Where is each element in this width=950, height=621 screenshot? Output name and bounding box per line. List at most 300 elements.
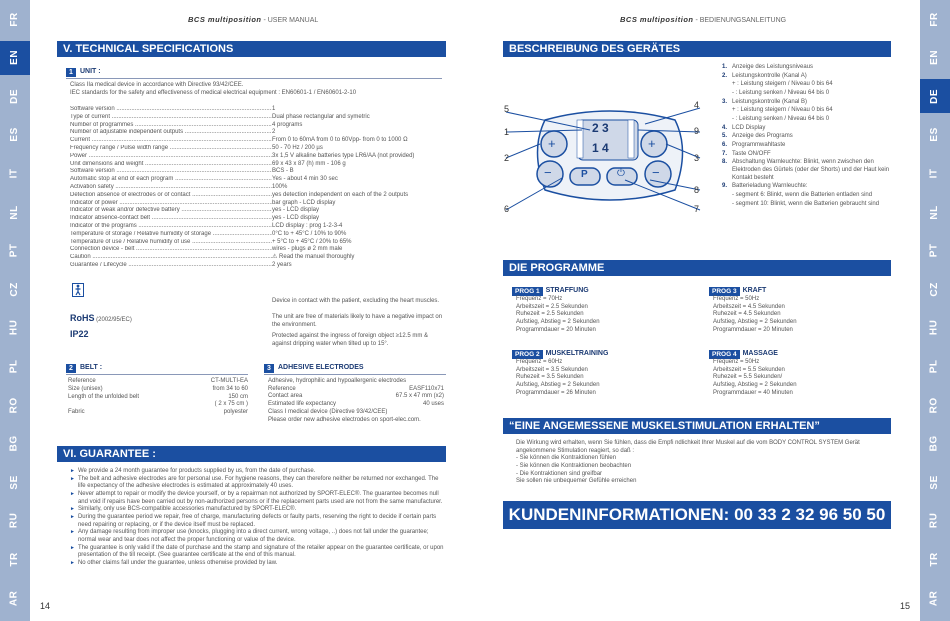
spec-value: 2 [272,129,276,136]
language-tab-label: PT [928,243,940,258]
electrodes-value: EASF110x71 [409,385,444,392]
guarantee-text: No other claims fall under the guarantee, unless otherwise provided by law. [77,560,278,567]
electrodes-line-1: Adhesive, hydrophilic and hypoallergenic electrodes [268,378,407,384]
language-tab-label: SE [8,475,20,490]
symbol-desc-ip: Protected against the ingress of foreign object ≥12.5 mm & against dripping water when tilted up to 15°. [272,333,429,347]
callout-7: 7 [694,204,700,214]
bullet-icon: ► [70,514,75,521]
bullet-icon: ► [70,506,75,513]
belt-row [68,401,248,409]
guarantee-text: The guarantee is only valid if the date of purchase and the stamp and signature of the retailer appear on the guarantee certificate, or upon presentation of the till receipt. (See guarantee certificate at the end of this manual. [77,544,444,559]
program-block [709,350,889,397]
belt-value: ( 2 x 75 cm ) [214,401,248,408]
belt-row [68,409,248,417]
belt-label: Size (unisex) [68,385,103,392]
belt-label: Length of the unfolded belt [68,393,140,400]
guarantee-item [70,514,446,529]
language-tab-fr[interactable] [0,2,30,36]
program-button[interactable]: P [581,169,588,180]
spec-value: wires - plugs ø 2 mm male [272,246,343,253]
belt-row [68,386,248,394]
spec-label: Number of programmes ..... [70,122,272,130]
device-part-subline: - : Leistung senken / Niveau 64 bis 0 [732,90,830,97]
programs-heading: DIE PROGRAMME [503,260,891,276]
spec-value: yes - LCD display [272,207,320,214]
device-part-subline: - segment 6: Blinkt, wenn die Batterien entladen sind [732,192,873,199]
belt-value: CT-MULTI-EA [210,378,248,384]
program-header [512,350,692,359]
language-tab-label: BG [928,435,940,452]
device-parts-list [722,64,890,209]
language-tab-ar[interactable] [0,581,30,615]
program-tag: PROG 3 [709,287,740,296]
electrodes-subheading [264,364,364,373]
guarantee-item [70,529,446,544]
program-parameter: Programmdauer = 20 Minuten [713,326,793,333]
device-part-item [722,99,890,124]
program-parameter: Ruhezeit = 3.5 Sekunden [516,374,584,381]
spec-row [70,200,446,208]
electrodes-row [268,386,444,394]
electrodes-value: 40 uses [422,401,444,408]
guarantee-text: We provide a 24 month guarantee for products supplied by us, from the date of purchase. [77,468,316,474]
device-part-head [722,99,890,107]
device-part-number: 4. [722,124,728,131]
language-tab-label: PT [8,243,20,258]
belt-spec-list [68,378,248,417]
electrodes-number: 3 [264,364,274,373]
guarantee-text: Any damage resulting from improper use (knocks, plugging into a direct current, wrong voltage, ..) does not fall under the guarantee; normal wear and tear does not affect the proper functioning or value of the device. [77,529,429,544]
spec-row [70,168,446,176]
belt-value: from 34 to 60 [212,385,248,392]
stimulation-line: Sie sollen nie unbequemer Gefühle erreichen [516,478,637,485]
language-tab-it[interactable] [0,156,30,190]
patient-contact-icon [72,283,84,297]
device-part-head [722,125,890,133]
language-tab-hu[interactable] [0,311,30,345]
program-parameter: Aufstieg, Abstieg = 2 Sekunden [516,382,600,389]
spec-row [70,106,446,114]
language-tab-en[interactable] [0,41,30,75]
program-header [709,287,889,296]
language-tab-se[interactable] [0,465,30,499]
language-tab-label: ES [8,127,20,142]
spec-row [70,153,446,161]
belt-label: Reference [68,378,96,384]
device-part-number: 8. [722,159,728,166]
device-part-text: LCD Display [732,124,766,131]
device-part-text: Programmwahltaste [732,142,786,149]
device-part-head [722,159,890,182]
device-part-item [722,151,890,159]
program-parameter: Aufstieg, Abstieg = 2 Sekunden [516,319,600,326]
plus-button-b[interactable]: + [648,136,656,151]
spec-label: Software version ..... [70,168,272,176]
program-header [512,287,692,296]
page-number-right: 15 [900,601,911,611]
device-part-text: Abschaltung Warnleuchte: Blinkt, wenn zwischen den Elektroden des Gürtels (oder der Shorts) und der Haut kein Kontakt besteht [732,159,890,181]
language-tab-nl[interactable] [920,195,950,229]
language-tab-cz[interactable] [0,272,30,306]
electrodes-spec-list [268,386,444,409]
language-tab-bg[interactable] [0,427,30,461]
spec-value: 69 x 43 x 87 (h) mm - 106 g [272,160,346,167]
rohs-mark [70,313,132,325]
device-part-head [722,133,890,141]
symbol-descriptions [272,298,446,348]
language-tab-label: EN [8,50,20,66]
plus-button-a[interactable]: + [548,136,556,151]
guarantee-text: The belt and adhesive electrodes are for personal use. For hygiene reasons, they can therefore neither be returned nor exchanged. The life expectancy of the adhesive electrodes is estimated at approximately 40 uses. [77,475,439,490]
manual-label: - USER MANUAL [261,17,319,24]
spec-value: ⚠ Read the manuel thoroughly [272,254,355,261]
electrodes-label: Contact area [268,393,303,400]
language-tab-cz[interactable] [920,272,950,306]
electrodes-value: 67.5 x 47 mm (x2) [395,393,444,400]
language-tab-label: CZ [8,282,20,297]
electrodes-row [268,401,444,409]
language-tab-label: CZ [928,282,940,297]
running-header-left [188,15,318,26]
program-tag: PROG 1 [512,287,543,296]
program-block [512,287,692,334]
callout-1: 1 [504,127,510,137]
language-tab-tr[interactable] [920,542,950,576]
callout-5: 5 [504,104,510,114]
device-part-text: Anzeige des Leistungsniveaus [732,64,814,70]
callout-8: 8 [694,185,700,195]
program-parameter: Arbeitszeit = 2.5 Sekunden [516,303,588,310]
spec-row [70,223,446,231]
stimulation-line: - Die Kontraktionen sind greifbar [516,470,603,477]
language-tab-fr[interactable] [920,2,950,36]
device-part-item [722,125,890,133]
language-tab-hu[interactable] [920,311,950,345]
spec-value: 2 years [272,261,292,268]
belt-label: Fabric [68,409,85,416]
language-tab-se[interactable] [920,465,950,499]
electrodes-row [268,393,444,401]
spec-label: Temperature of storage / Relative humidity of storage ..... [70,231,272,239]
program-parameter: Aufstieg, Abstieg = 2 Sekunden [713,382,797,389]
spec-row [70,246,446,254]
spec-label: Temperature of use / Relative humidity of use ..... [70,239,272,247]
spec-label: Caution ..... [70,254,272,262]
device-part-subline: + : Leistung steigern / Niveau 0 bis 64 [732,81,833,88]
program-block [512,350,692,397]
language-tab-tr[interactable] [0,542,30,576]
spec-value: bar graph - LCD display [272,199,336,206]
stimulation-line: - Sie können die Kontraktionen beobachten [516,463,632,470]
device-part-number: 7. [722,150,728,157]
minus-button-a[interactable]: − [544,165,552,180]
spec-value: Dual phase rectangular and symetric [272,113,370,120]
program-parameter: Arbeitszeit = 5.5 Sekunden [713,366,785,373]
spec-label: Current ..... [70,137,272,145]
language-tab-label: NL [8,204,20,220]
minus-button-b[interactable]: − [652,165,660,180]
electrodes-spec [268,378,444,424]
device-part-item [722,142,890,150]
belt-row [68,378,248,386]
device-part-text: Taste ON/OFF [732,150,771,157]
language-tab-ro[interactable] [920,388,950,422]
tech-spec-heading: V. TECHNICAL SPECIFICATIONS [57,41,446,57]
program-parameter: Ruhezeit = 4.5 Sekunden [713,311,781,318]
symbol-column [70,283,270,343]
program-tag: PROG 4 [709,350,740,359]
spec-row [70,161,446,169]
spec-row [70,122,446,130]
spec-label: Indicator of weak and/or defective battery ..... [70,207,272,215]
belt-title: BELT : [80,364,103,372]
spec-label: Software version ..... [70,106,272,114]
language-tab-ru[interactable] [920,504,950,538]
device-part-number: 1. [722,64,728,70]
language-tab-label: FR [928,11,940,27]
device-part-number: 2. [722,72,728,79]
program-parameter: Frequenz = 50Hz [713,359,760,365]
divider [66,78,442,79]
program-block [709,287,889,334]
device-part-head [722,151,890,159]
language-tab-label: HU [8,320,20,336]
language-tab-es[interactable] [920,118,950,152]
spec-label: Indicator absence-contact belt ..... [70,215,272,223]
electrodes-title: ADHESIVE ELECTRODES [278,364,364,372]
language-tab-label: RO [928,396,940,413]
language-tab-it[interactable] [920,156,950,190]
language-tab-ar[interactable] [920,581,950,615]
belt-value: polyester [223,409,248,416]
callout-6: 6 [504,204,510,214]
programs-grid [512,287,892,412]
device-part-item [722,64,890,72]
program-parameter: Aufstieg, Abstieg = 2 Sekunden [713,319,797,326]
program-parameter: Arbeitszeit = 3.5 Sekunden [516,366,588,373]
belt-row [68,394,248,402]
language-tabs-left [0,0,30,621]
spec-label: Power ..... [70,153,272,161]
spec-value: From 0 to 60mA from 0 to 60Vpp- from 0 to 1000 Ω [272,137,408,144]
spec-value: 1 [272,106,276,112]
guarantee-item [70,506,446,514]
spec-row [70,231,446,239]
brand-name: BCS multiposition [188,15,262,24]
language-tab-label: AR [928,590,940,606]
stimulation-line: - Sie können die Kontraktionen fühlen [516,455,617,462]
language-tab-label: RU [8,513,20,529]
language-tab-label: HU [928,320,940,336]
language-tab-label: ES [928,127,940,142]
device-part-item [722,133,890,141]
spec-label: Unit dimensions and weight ..... [70,161,272,169]
program-parameter: Programmdauer = 20 Minuten [516,326,596,333]
spec-row [70,239,446,247]
electrodes-line-2: Class I medical device (Directive 93/42/CEE) [268,409,388,416]
language-tab-bg[interactable] [920,427,950,461]
guarantee-heading: VI. GUARANTEE : [57,446,446,462]
spec-value: 3x 1,5 V alkaline batteries type LR6/AA (not provided) [272,152,415,159]
spec-row [70,184,446,192]
device-part-number: 9. [722,183,728,190]
spec-label: Type of current ..... [70,114,272,122]
guarantee-text: Never attempt to repair or modify the device yourself, or by a repairman not authorized by SPORT-ELEC®. The guarantee becomes null and void if repairs have been carried out by non-authorized persons or if the replacement parts used are not from the same manufacturer. [77,491,443,505]
program-parameter: Ruhezeit = 2.5 Sekunden [516,311,584,318]
guarantee-item [70,491,446,506]
unit-intro [70,82,446,97]
electrodes-label: Estimated life expectancy [268,401,337,408]
electrodes-label: Reference [268,385,296,392]
divider [264,374,446,375]
spec-label: Indicator of power ..... [70,200,272,208]
device-part-item [722,73,890,98]
program-parameter: Frequenz = 60Hz [516,359,563,365]
device-part-text: Leistungskontrolle (Kanal A) [732,72,807,79]
stimulation-text [516,440,888,486]
rohs-reference: (2002/95/EC) [96,317,132,323]
device-part-subline: - segment 10: Blinkt, wenn die Batterien gebraucht sind [732,200,880,207]
unit-subheading [66,68,101,77]
program-parameter: Arbeitszeit = 4.5 Sekunden [713,303,785,310]
divider [66,374,248,375]
language-tab-de[interactable] [920,79,950,113]
program-name: KRAFT [742,287,767,295]
device-description-heading: BESCHREIBUNG DES GERÄTES [503,41,891,57]
spec-value: 4 programs [272,121,303,128]
language-tab-label: TR [8,552,20,567]
program-parameter: Programmdauer = 40 Minuten [713,389,793,396]
program-parameter: Frequenz = 70Hz [516,296,563,302]
program-name: MUSKELTRAINING [545,350,609,358]
language-tab-label: DE [8,88,20,104]
belt-subheading [66,364,102,373]
language-tab-label: FR [8,11,20,27]
bullet-icon: ► [70,468,75,474]
spec-value: yes - LCD display [272,215,320,222]
program-parameter: Frequenz = 50Hz [713,296,760,302]
language-tab-es[interactable] [0,118,30,152]
program-parameter: Programmdauer = 26 Minuten [516,389,596,396]
language-tab-label: PL [8,359,20,374]
program-name: MASSAGE [742,350,778,358]
language-tab-label: TR [928,552,940,567]
bullet-icon: ► [70,491,75,498]
language-tabs-right [920,0,950,621]
language-tab-pl[interactable] [920,349,950,383]
stimulation-line: Die Wirkung wird erhalten, wenn Sie fühlen, dass die Empfi ndlichkeit Ihrer Muskel auf die vom BODY CONTROL SYSTEM Gerät [516,440,860,446]
language-tab-label: IT [8,168,20,179]
device-part-head [722,142,890,150]
language-tab-ru[interactable] [0,504,30,538]
device-part-number: 5. [722,133,728,140]
callout-4: 4 [694,100,700,110]
device-part-head [722,73,890,81]
callout-3: 3 [694,153,700,163]
language-tab-pt[interactable] [920,234,950,268]
device-part-item [722,183,890,208]
spec-value: yes detection independent on each of the 2 outputs [272,191,409,198]
unit-title: UNIT : [80,68,101,76]
language-tab-pl[interactable] [0,349,30,383]
language-tab-de[interactable] [0,79,30,113]
language-tab-label: RO [8,396,20,413]
spec-row [70,192,446,200]
stimulation-heading: “EINE ANGEMESSENE MUSKELSTIMULATION ERHALTEN” [503,418,891,434]
language-tab-nl[interactable] [0,195,30,229]
program-parameter: Ruhezeit = 5.5 Sekunden/ [713,374,783,381]
unit-number: 1 [66,68,76,77]
spec-label: Detection absence of electrodes or of contact ..... [70,192,272,200]
language-tab-label: RU [928,513,940,529]
device-part-number: 3. [722,98,728,105]
spec-row [70,262,446,270]
language-tab-label: EN [928,50,940,66]
spec-label: Indicator of the programs ..... [70,223,272,231]
bullet-icon: ► [70,529,75,536]
spec-value: BCS - B [272,168,294,175]
device-part-text: Leistungskontrolle (Kanal B) [732,98,808,105]
spec-row [70,137,446,145]
spec-row [70,254,446,262]
spec-label: Activation safety ..... [70,184,272,192]
device-part-subline: - : Leistung senken / Niveau 64 bis 0 [732,116,830,123]
device-part-head [722,183,890,191]
device-part-head [722,64,890,72]
language-tab-en[interactable] [920,41,950,75]
ip-rating: IP22 [70,329,89,339]
guarantee-item [70,545,446,560]
unit-intro-line-1: Class IIa medical device in accordance with Directive 93/42/CEE. [70,82,244,88]
spec-row [70,114,446,122]
language-tab-label: DE [928,88,940,104]
language-tab-label: AR [8,590,20,606]
spec-row [70,145,446,153]
language-tab-pt[interactable] [0,234,30,268]
symbol-desc-rohs: The unit are free of materials likely to have a negative impact on the environment. [272,314,443,328]
device-part-number: 6. [722,142,728,149]
device-part-text: Anzeige des Programs [732,133,793,140]
display-digits-bottom: 1 4 [592,141,609,155]
spec-label: Automatic stop at end of each program ..... [70,176,272,184]
spec-label: Number of adjustable independent outputs ..... [70,129,272,137]
spec-row [70,215,446,223]
customer-info-banner: KUNDENINFORMATIONEN: 00 33 2 32 96 50 50 [503,501,891,529]
guarantee-item [70,468,446,476]
spec-row [70,129,446,137]
callout-2: 2 [504,153,510,163]
electrodes-line-3: Please order new adhesive electrodes on sport-elec.com. [268,416,421,423]
language-tab-label: IT [928,168,940,179]
running-header-right [620,15,786,26]
belt-value: 150 cm [228,393,248,400]
device-diagram [500,100,710,220]
spec-value: 0°C to + 45°C / 10% to 90% [272,230,347,237]
bullet-icon: ► [70,544,75,551]
bullet-icon: ► [70,475,75,482]
language-tab-label: NL [928,204,940,220]
spec-value: + 5°C to + 45°C / 20% to 65% [272,238,352,245]
bullet-icon: ► [70,560,75,567]
device-illustration [500,100,710,220]
spec-row [70,176,446,184]
manual-label: - BEDIENUNGSANLEITUNG [693,17,787,24]
spec-value: 50 - 70 Hz / 200 µs [272,144,323,151]
power-icon[interactable]: ⏻ [617,168,625,179]
language-tab-ro[interactable] [0,388,30,422]
callout-9: 9 [694,126,700,136]
spec-label: Guarantee / Lifecycle ..... [70,262,272,270]
